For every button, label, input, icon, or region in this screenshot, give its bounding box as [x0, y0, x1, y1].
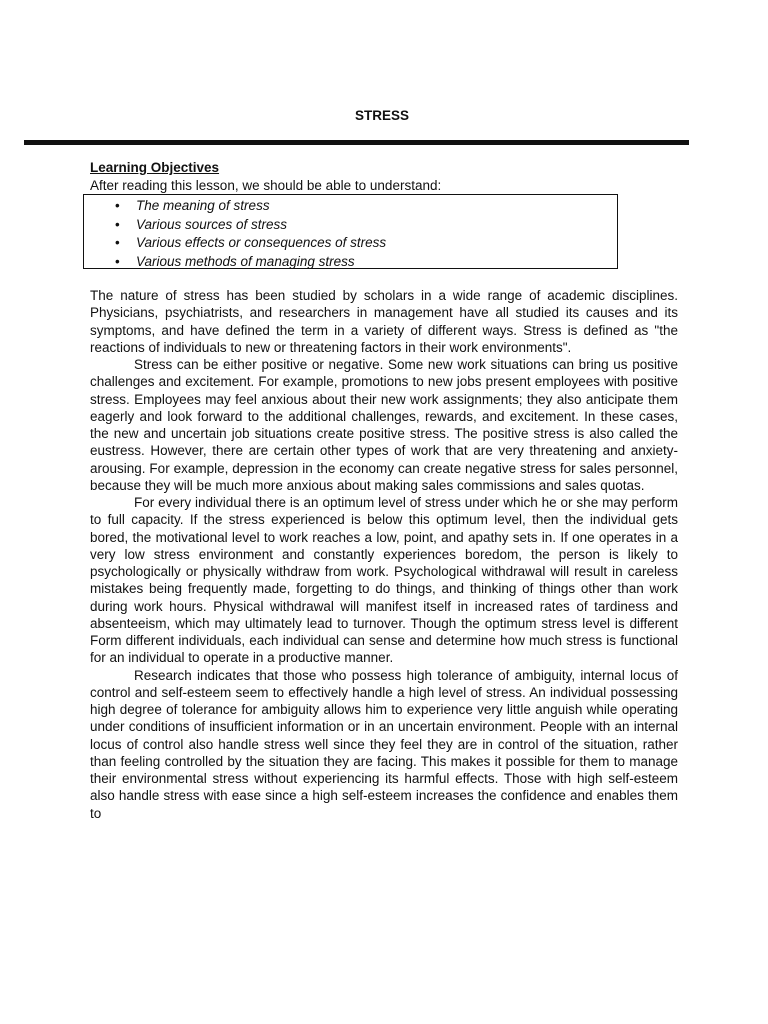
objective-item: • The meaning of stress — [84, 197, 617, 216]
paragraph: Stress can be either positive or negative. Some new work situations can bring us positive challenges and excitement. For example, promotions to new jobs present employees with positive stress. Employees may feel anxious about their new work assignments; they also anticipate them eagerly and look forward to the additional challenges, rewards, and excitement. In these cases, the new and uncertain job situations create positive stress. The positive stress is also called the eustress. However, there are certain other types of work that are very threatening and anxiety-arousing. For example, depression in the economy can create negative stress for sales personnel, because they will be much more anxious about making sales commissions and sales quotas. — [90, 357, 678, 493]
objective-item: • Various effects or consequences of stress — [84, 234, 617, 253]
body-text — [90, 287, 678, 822]
paragraph: The nature of stress has been studied by scholars in a wide range of academic disciplines. Physicians, psychiatrists, and researchers in management have all studied its causes and its symptoms, and have defined the term in a variety of different ways. Stress is defined as "the reactions of individuals to new or threatening factors in their work environments". — [90, 288, 678, 355]
document-title: STRESS — [354, 108, 409, 123]
objectives-box — [83, 194, 618, 269]
objective-item: • Various sources of stress — [84, 216, 617, 235]
objective-item: • Various methods of managing stress — [84, 253, 617, 272]
title-divider — [24, 140, 689, 145]
objectives-list — [84, 195, 617, 271]
objectives-heading: Learning Objectives — [90, 160, 220, 175]
objectives-intro: After reading this lesson, we should be able to understand: — [90, 178, 442, 193]
paragraph: Research indicates that those who possess high tolerance of ambiguity, internal locus of control and self-esteem seem to effectively handle a high level of stress. An individual possessing high degree of tolerance for ambiguity allows him to experience very little anguish while operating under conditions of insufficient information or in an uncertain environment. People with an internal locus of control also handle stress well since they feel they are in control of the situation, rather than feeling controlled by the situation they are facing. This makes it possible for them to manage their environmental stress without experiencing its harmful effects. Those with high self-esteem also handle stress with ease since a high self-esteem increases the confidence and enables them to — [90, 667, 678, 821]
paragraph: For every individual there is an optimum level of stress under which he or she may perform to full capacity. If the stress experienced is below this optimum level, then the individual gets bored, the motivational level to work reaches a low, point, and apathy sets in. If one operates in a very low stress environment and constantly experiences boredom, the person is likely to psychologically or physically withdraw from work. Psychological withdrawal will result in careless mistakes being frequently made, forgetting to do things, and thinking of things other than work during work hours. Physical withdrawal will manifest itself in increased rates of tardiness and absenteeism, which may ultimately lead to turnover. Though the optimum stress level is different Form different individuals, each individual can sense and determine how much stress is functional for an individual to operate in a productive manner. — [90, 495, 678, 666]
